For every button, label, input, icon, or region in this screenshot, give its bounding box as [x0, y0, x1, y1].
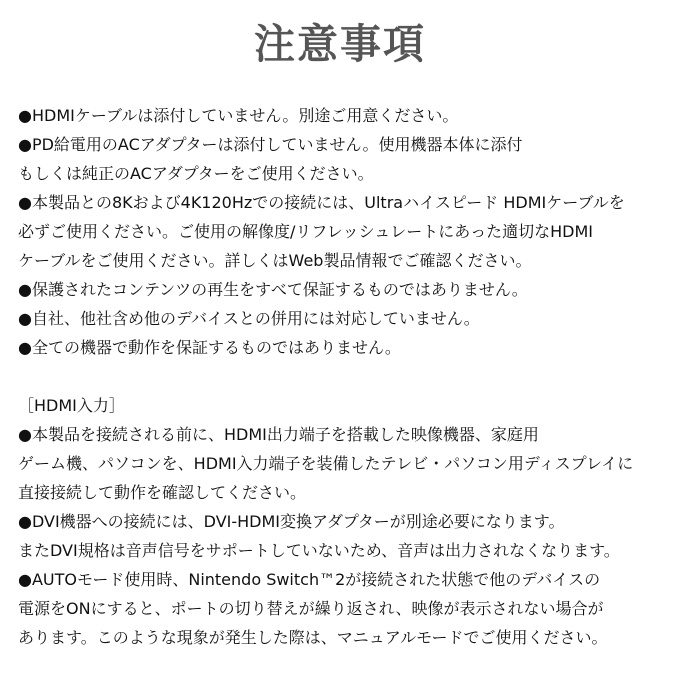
note-line: ●全ての機器で動作を保証するものではありません。	[18, 338, 401, 357]
note-line: あります。このような現象が発生した際は、マニュアルモードでご使用ください。	[18, 628, 608, 647]
note-line: またDVI規格は音声信号をサポートしていないため、音声は出力されなくなります。	[18, 541, 620, 560]
page-title: 注意事項	[254, 20, 426, 68]
note-line: ●PD給電用のACアダプターは添付していません。使用機器本体に添付	[18, 135, 523, 154]
note-line: ●自社、他社含め他のデバイスとの併用には対応していません。	[18, 309, 480, 328]
note-line: ●本製品との8Kおよび4K120Hzでの接続には、Ultraハイスピード HDMIケーブルを	[18, 193, 625, 212]
note-line: ●本製品を接続される前に、HDMI出力端子を搭載した映像機器、家庭用	[18, 425, 539, 444]
section-spacer	[18, 362, 673, 391]
note-line: ケーブルをご使用ください。詳しくはWeb製品情報でご確認ください。	[18, 251, 532, 270]
note-line: ●AUTOモード使用時、Nintendo Switch™2が接続された状態で他のデバイスの	[18, 570, 601, 589]
note-line: 電源をONにすると、ポートの切り替えが繰り返され、映像が表示されない場合が	[18, 599, 604, 618]
note-line: ●HDMIケーブルは添付していません。別途ご用意ください。	[18, 106, 459, 125]
note-line: ゲーム機、パソコンを、HDMI入力端子を装備したテレビ・パソコン用ディスプレイに	[18, 454, 634, 473]
note-line: 直接接続して動作を確認してください。	[18, 483, 307, 502]
note-line: 必ずご使用ください。ご使用の解像度/リフレッシュレートにあった適切なHDMI	[18, 222, 593, 241]
note-line: ●DVI機器への接続には、DVI-HDMI変換アダプターが別途必要になります。	[18, 512, 565, 531]
notes-body	[18, 101, 673, 652]
section-heading-hdmi-input: ［HDMI入力］	[18, 396, 125, 415]
note-line: もしくは純正のACアダプターをご使用ください。	[18, 164, 374, 183]
note-line: ●保護されたコンテンツの再生をすべて保証するものではありません。	[18, 280, 528, 299]
